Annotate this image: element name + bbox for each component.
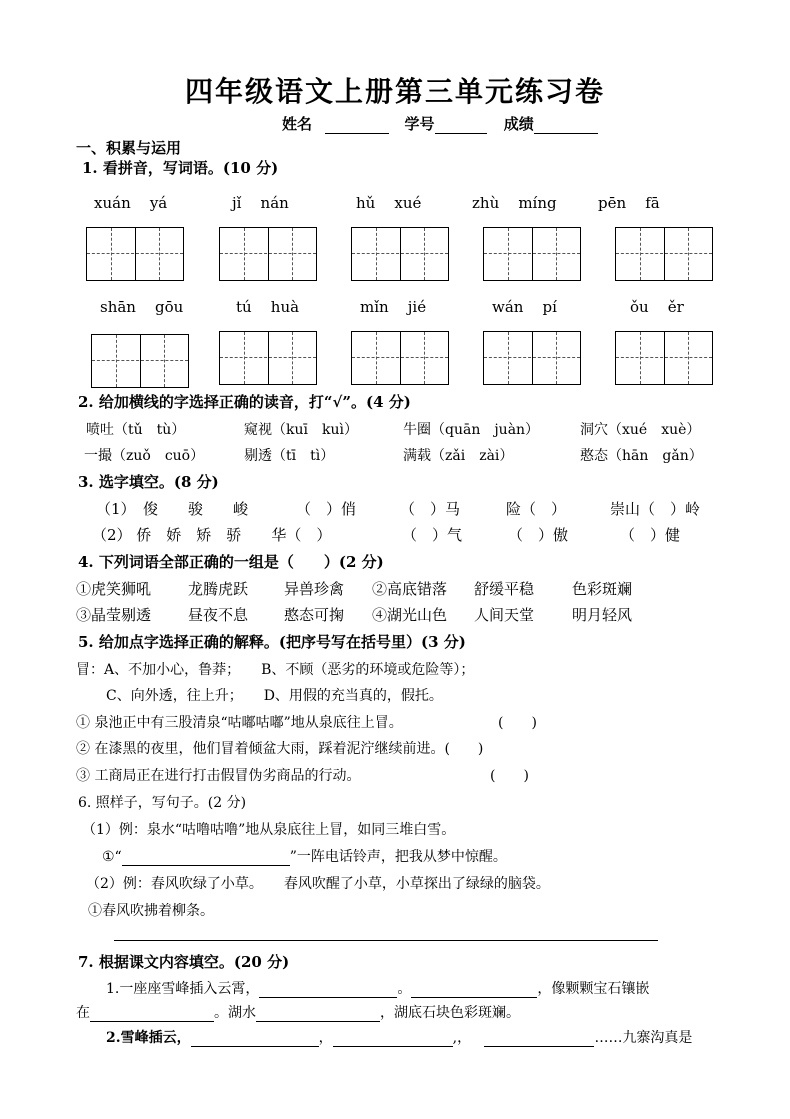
q4-word: ①虎笑狮吼 [76, 580, 152, 598]
q7-line: 1.一座座雪峰插入云霄， 。 ，像颗颗宝石镶嵌 [106, 981, 650, 997]
q7-line: 2.雪峰插云， ， ,， ……九寨沟真是 [106, 1030, 693, 1046]
q4-word: 人间天堂 [474, 606, 535, 624]
q6-prompt: ①春风吹拂着柳条。 [88, 903, 214, 919]
reading-option[interactable]: 洞穴（xué xuè） [580, 422, 701, 438]
q5-answer-blank[interactable]: ( ) [498, 715, 537, 731]
q6-answer-line: ①“ ”一阵电话铃声，把我从梦中惊醒。 [102, 849, 507, 865]
q7-blank[interactable] [90, 1005, 214, 1022]
q4-word: ②高底错落 [372, 580, 448, 598]
q6-blank[interactable] [122, 849, 290, 866]
pinyin-item: wán pí [492, 298, 557, 316]
pinyin-item: tú huà [236, 298, 300, 316]
pinyin-item: pēn fā [598, 194, 660, 212]
writing-grid[interactable] [91, 334, 189, 388]
pinyin-item: xuán yá [94, 194, 168, 212]
reading-option[interactable]: 憨态（hān gǎn） [580, 448, 703, 464]
score-label: 成绩 [503, 115, 534, 133]
name-label: 姓名 [282, 115, 313, 133]
q5-answer-blank[interactable]: ( ) [490, 768, 529, 784]
q3-blank[interactable]: 崇山（ ）岭 [610, 500, 701, 518]
pinyin-item: zhù míng [472, 194, 557, 212]
q1-title: 1. 看拼音，写词语。(10 分) [82, 159, 279, 177]
q5-definition: C、向外透，往上升； D、用假的充当真的，假托。 [106, 688, 443, 704]
writing-grid[interactable] [351, 331, 449, 385]
q4-word: 色彩斑斓 [572, 580, 633, 598]
q4-word: 龙腾虎跃 [188, 580, 249, 598]
pinyin-item: hǔ xué [356, 194, 422, 212]
q3-chars-1: （1） 俊 骏 峻 [96, 500, 249, 518]
q6-example: （2）例：春风吹绿了小草。 春风吹醒了小草，小草探出了绿绿的脑袋。 [86, 876, 550, 892]
name-field[interactable] [325, 117, 389, 134]
reading-option[interactable]: 牛圈（quān juàn） [403, 422, 540, 438]
writing-grid[interactable] [351, 227, 449, 281]
q7-blank[interactable] [191, 1030, 319, 1047]
q3-chars-2[interactable]: （2） 侨 娇 矫 骄 华（ ） [92, 526, 332, 544]
id-label: 学号 [404, 115, 435, 133]
q5-sentence[interactable]: ② 在漆黑的夜里，他们冒着倾盆大雨，踩着泥泞继续前进。( ) [76, 741, 484, 757]
pinyin-item: jǐ nán [232, 194, 289, 212]
pinyin-item: shān gōu [100, 298, 184, 316]
q2-title: 2. 给加横线的字选择正确的读音，打“√”。(4 分) [78, 393, 411, 411]
reading-option[interactable]: 满载（zǎi zài） [403, 448, 514, 464]
q7-blank[interactable] [484, 1030, 594, 1047]
q3-blank[interactable]: （ ）健 [620, 526, 681, 544]
q4-word: ③晶莹剔透 [76, 606, 152, 624]
pinyin-item: mǐn jié [360, 298, 427, 316]
q7-blank[interactable] [333, 1030, 453, 1047]
pinyin-item: ǒu ěr [630, 298, 684, 316]
q4-word: 异兽珍禽 [284, 580, 345, 598]
part1-heading: 一、积累与运用 [76, 139, 182, 157]
q3-blank[interactable]: （ ）马 [400, 500, 461, 518]
q4-word: 憨态可掬 [284, 606, 345, 624]
q4-word: ④湖光山色 [372, 606, 448, 624]
q7-blank[interactable] [256, 1005, 380, 1022]
q3-title: 3. 选字填空。(8 分) [78, 473, 219, 491]
id-field[interactable] [435, 117, 487, 134]
q3-blank[interactable]: 险（ ） [506, 500, 567, 518]
q6-answer-line[interactable] [114, 940, 658, 941]
student-info-row [282, 113, 598, 134]
page-title: 四年级语文上册第三单元练习卷 [184, 75, 605, 108]
reading-option[interactable]: 一撮（zuǒ cuō） [84, 448, 205, 464]
writing-grid[interactable] [483, 227, 581, 281]
reading-option[interactable]: 喷吐（tǔ tù） [86, 422, 186, 438]
writing-grid[interactable] [615, 331, 713, 385]
writing-grid[interactable] [219, 227, 317, 281]
q6-example: （1）例：泉水“咕噜咕噜”地从泉底往上冒，如同三堆白雪。 [82, 822, 456, 838]
q4-title: 4. 下列词语全部正确的一组是（ ）(2 分) [78, 553, 384, 571]
writing-grid[interactable] [483, 331, 581, 385]
reading-option[interactable]: 剔透（tī tì） [244, 448, 335, 464]
q7-title: 7. 根据课文内容填空。(20 分) [78, 953, 290, 971]
score-field[interactable] [534, 117, 598, 134]
q4-word: 舒缓平稳 [474, 580, 535, 598]
q5-sentence: ③ 工商局正在进行打击假冒伪劣商品的行动。 [76, 768, 361, 784]
q6-title: 6. 照样子，写句子。(2 分) [78, 795, 247, 811]
writing-grid[interactable] [219, 331, 317, 385]
q5-definition: 冒：A、不加小心，鲁莽； B、不顾（恶劣的环境或危险等）； [76, 662, 475, 678]
writing-grid[interactable] [86, 227, 184, 281]
writing-grid[interactable] [615, 227, 713, 281]
q5-sentence: ① 泉池正中有三股清泉“咕嘟咕嘟”地从泉底往上冒。 [76, 715, 403, 731]
q3-blank[interactable]: （ ）俏 [296, 500, 357, 518]
q3-blank[interactable]: （ ）气 [402, 526, 463, 544]
q4-word: 明月轻风 [572, 606, 633, 624]
reading-option[interactable]: 窥视（kuī kuì） [244, 422, 358, 438]
q3-blank[interactable]: （ ）傲 [508, 526, 569, 544]
q4-word: 昼夜不息 [188, 606, 249, 624]
q5-title: 5. 给加点字选择正确的解释。(把序号写在括号里）(3 分) [78, 633, 466, 651]
q7-blank[interactable] [411, 981, 537, 998]
q7-line: 在 。湖水 ，湖底石块色彩斑斓。 [76, 1005, 520, 1021]
q7-blank[interactable] [259, 981, 397, 998]
